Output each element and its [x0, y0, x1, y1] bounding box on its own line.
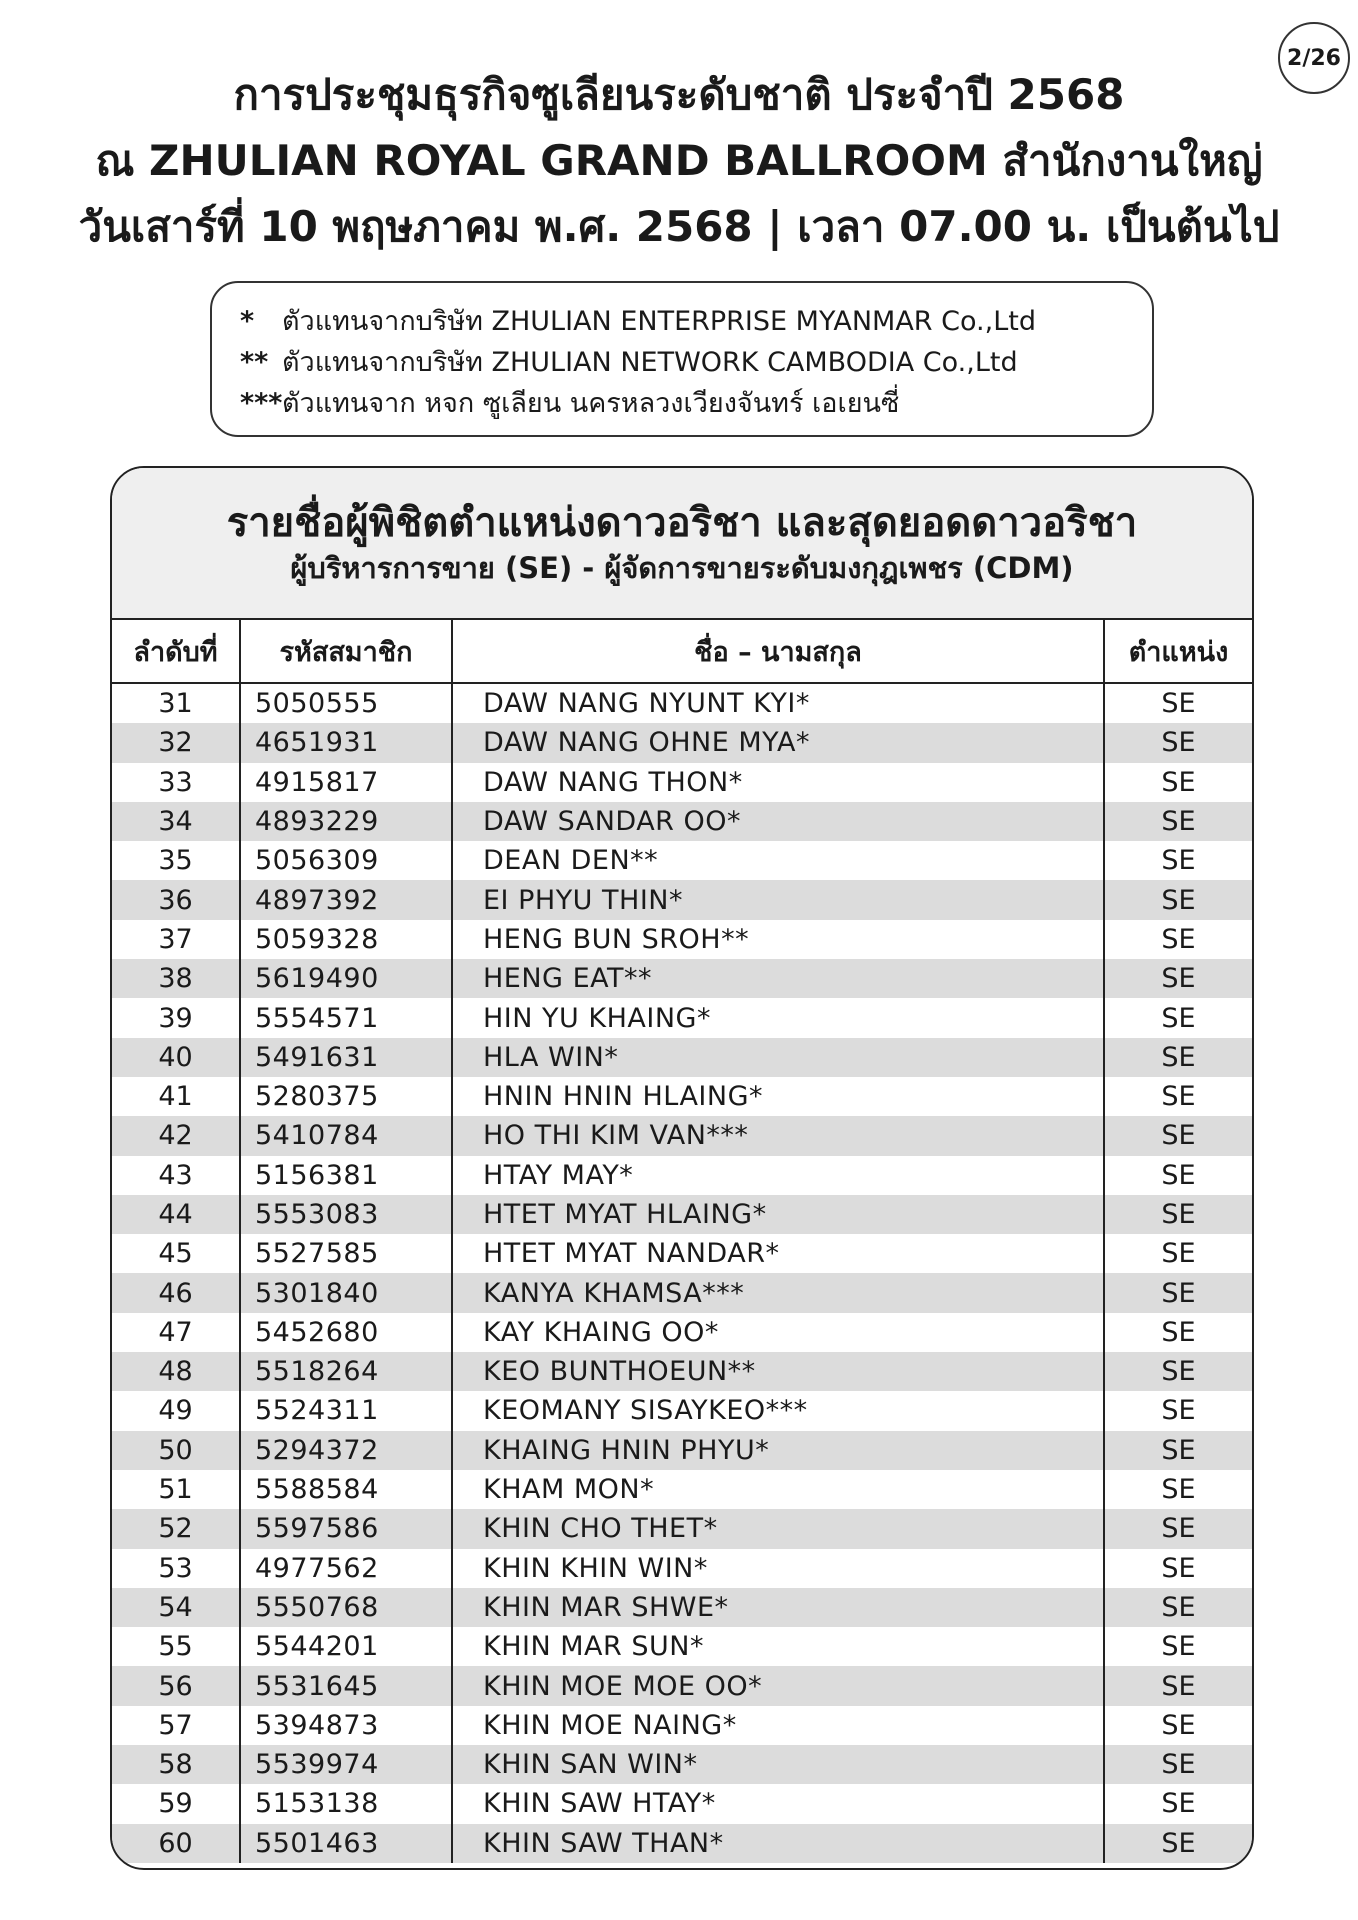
cell-member-id: 5531645 — [240, 1666, 452, 1705]
cell-rank: 44 — [112, 1195, 240, 1234]
table-row — [112, 1038, 1252, 1077]
cell-member-id: 5619490 — [240, 959, 452, 998]
cell-full-name: HNIN HNIN HLAING* — [452, 1077, 1104, 1116]
table-row — [112, 1666, 1252, 1705]
legend-item — [240, 301, 1152, 342]
table-row — [112, 1509, 1252, 1548]
cell-full-name: DAW NANG NYUNT KYI* — [452, 683, 1104, 723]
cell-full-name: KHIN CHO THET* — [452, 1509, 1104, 1548]
cell-position: SE — [1104, 1509, 1252, 1548]
cell-position: SE — [1104, 1195, 1252, 1234]
cell-full-name: KHIN KHIN WIN* — [452, 1549, 1104, 1588]
cell-rank: 34 — [112, 802, 240, 841]
cell-full-name: KHIN MOE MOE OO* — [452, 1666, 1104, 1705]
cell-position: SE — [1161, 1002, 1196, 1034]
cell-position: SE — [1161, 1238, 1196, 1270]
cell-rank: 41 — [112, 1077, 240, 1116]
cell-rank: 33 — [112, 763, 240, 802]
cell-position: SE — [1161, 1316, 1196, 1348]
cell-member-id: 5597586 — [240, 1509, 452, 1548]
cell-position: SE — [1161, 1788, 1196, 1820]
cell-position: SE — [1104, 802, 1252, 841]
cell-rank: 57 — [112, 1706, 240, 1745]
cell-rank: 36 — [112, 880, 240, 919]
legend-mark: * — [240, 306, 255, 337]
cell-member-id: 5294372 — [240, 1431, 452, 1470]
cell-full-name: DEAN DEN** — [452, 841, 1104, 880]
table-row — [112, 1156, 1252, 1195]
cell-position: SE — [1161, 1395, 1196, 1427]
cell-position: SE — [1104, 1116, 1252, 1155]
cell-member-id: 5527585 — [240, 1234, 452, 1273]
cell-full-name: HIN YU KHAING* — [452, 998, 1104, 1037]
cell-position: SE — [1104, 1352, 1252, 1391]
column-header-position: ตำแหน่ง — [1104, 620, 1252, 683]
table-row — [112, 1745, 1252, 1784]
header-venue: ณ ZHULIAN ROYAL GRAND BALLROOM สำนักงานใหญ่ — [95, 136, 1263, 185]
cell-full-name: KHAING HNIN PHYU* — [452, 1431, 1104, 1470]
table-row — [112, 1273, 1252, 1312]
table-row — [112, 1824, 1252, 1863]
cell-member-id: 5301840 — [240, 1273, 452, 1312]
table-row — [112, 723, 1252, 762]
legend-mark: ** — [240, 347, 269, 378]
cell-member-id: 4977562 — [240, 1549, 452, 1588]
cell-position: SE — [1161, 1709, 1196, 1741]
cell-rank: 38 — [112, 959, 240, 998]
cell-rank: 40 — [112, 1038, 240, 1077]
legend-mark: *** — [240, 388, 283, 419]
cell-rank: 46 — [112, 1273, 240, 1312]
card-title: รายชื่อผู้พิชิตตำแหน่งดาวอริชา และสุดยอดดาวอริชา — [226, 500, 1138, 546]
cell-rank: 35 — [112, 841, 240, 880]
cell-rank: 48 — [112, 1352, 240, 1391]
table-row — [112, 1470, 1252, 1509]
cell-full-name: KEO BUNTHOEUN** — [452, 1352, 1104, 1391]
cell-position: SE — [1104, 723, 1252, 762]
cell-rank: 58 — [112, 1745, 240, 1784]
cell-rank: 39 — [112, 998, 240, 1037]
cell-member-id: 5410784 — [240, 1116, 452, 1155]
page-number-badge: 2/26 — [1278, 22, 1350, 94]
header-date-time: วันเสาร์ที่ 10 พฤษภาคม พ.ศ. 2568 | เวลา 07.00 น. เป็นต้นไป — [78, 202, 1280, 251]
cell-position: SE — [1104, 880, 1252, 919]
cell-rank: 60 — [112, 1824, 240, 1863]
legend-text: ตัวแทนจากบริษัท ZHULIAN ENTERPRISE MYANMAR Co.,Ltd — [282, 306, 1036, 337]
table-row — [112, 1313, 1252, 1352]
cell-member-id: 5550768 — [240, 1588, 452, 1627]
cell-member-id: 4893229 — [240, 802, 452, 841]
cell-rank: 53 — [112, 1549, 240, 1588]
table-row — [112, 1391, 1252, 1430]
cell-position: SE — [1161, 1552, 1196, 1584]
cell-rank: 59 — [112, 1784, 240, 1823]
legend-item — [240, 342, 1152, 383]
table-row — [112, 1706, 1252, 1745]
cell-position: SE — [1161, 766, 1196, 798]
cell-rank: 31 — [112, 683, 240, 723]
table-row — [112, 1588, 1252, 1627]
cell-member-id: 4651931 — [240, 723, 452, 762]
cell-member-id: 5539974 — [240, 1745, 452, 1784]
cell-rank: 37 — [112, 920, 240, 959]
table-row — [112, 1431, 1252, 1470]
table-row — [112, 763, 1252, 802]
card-header — [112, 468, 1252, 620]
column-header-rank: ลำดับที่ — [112, 620, 240, 683]
table-row — [112, 1352, 1252, 1391]
cell-member-id: 5501463 — [240, 1824, 452, 1863]
cell-position: SE — [1161, 1159, 1196, 1191]
cell-member-id: 5050555 — [240, 683, 452, 723]
table-row — [112, 1116, 1252, 1155]
cell-rank: 32 — [112, 723, 240, 762]
cell-position: SE — [1104, 1824, 1252, 1863]
cell-position: SE — [1104, 1038, 1252, 1077]
cell-full-name: KEOMANY SISAYKEO*** — [452, 1391, 1104, 1430]
cell-rank: 55 — [112, 1627, 240, 1666]
cell-member-id: 5491631 — [240, 1038, 452, 1077]
cell-full-name: HTET MYAT HLAING* — [452, 1195, 1104, 1234]
table-row — [112, 1234, 1252, 1273]
cell-full-name: KHIN SAN WIN* — [452, 1745, 1104, 1784]
cell-position: SE — [1104, 1431, 1252, 1470]
cell-member-id: 5524311 — [240, 1391, 452, 1430]
table-row — [112, 1627, 1252, 1666]
table-body — [112, 683, 1252, 1863]
legend-text: ตัวแทนจาก หจก ซูเลียน นครหลวงเวียงจันทร์ เอเยนซี่ — [282, 388, 900, 419]
cell-member-id: 5056309 — [240, 841, 452, 880]
cell-member-id: 5280375 — [240, 1077, 452, 1116]
cell-full-name: DAW SANDAR OO* — [452, 802, 1104, 841]
cell-full-name: HTET MYAT NANDAR* — [452, 1234, 1104, 1273]
table-row — [112, 1549, 1252, 1588]
table-row — [112, 1077, 1252, 1116]
document-header — [0, 62, 1358, 260]
cell-full-name: DAW NANG THON* — [452, 763, 1104, 802]
cell-rank: 42 — [112, 1116, 240, 1155]
cell-position: SE — [1161, 1081, 1196, 1113]
cell-full-name: KHIN SAW THAN* — [452, 1824, 1104, 1863]
cell-position: SE — [1161, 923, 1196, 955]
table-row — [112, 998, 1252, 1037]
legend-box — [210, 281, 1154, 437]
cell-position: SE — [1104, 1745, 1252, 1784]
cell-rank: 43 — [112, 1156, 240, 1195]
cell-member-id: 5394873 — [240, 1706, 452, 1745]
column-header-member-id: รหัสสมาชิก — [240, 620, 452, 683]
cell-position: SE — [1104, 1273, 1252, 1312]
cell-rank: 47 — [112, 1313, 240, 1352]
cell-full-name: HENG EAT** — [452, 959, 1104, 998]
cell-position: SE — [1161, 1474, 1196, 1506]
cell-position: SE — [1104, 1588, 1252, 1627]
table-row — [112, 880, 1252, 919]
winners-table — [112, 620, 1252, 1863]
cell-full-name: KHIN MAR SHWE* — [452, 1588, 1104, 1627]
cell-full-name: KHIN SAW HTAY* — [452, 1784, 1104, 1823]
cell-rank: 49 — [112, 1391, 240, 1430]
cell-member-id: 5588584 — [240, 1470, 452, 1509]
cell-member-id: 5059328 — [240, 920, 452, 959]
cell-member-id: 5554571 — [240, 998, 452, 1037]
cell-full-name: KHAM MON* — [452, 1470, 1104, 1509]
table-row — [112, 1195, 1252, 1234]
cell-full-name: EI PHYU THIN* — [452, 880, 1104, 919]
cell-full-name: KANYA KHAMSA*** — [452, 1273, 1104, 1312]
cell-position: SE — [1104, 1666, 1252, 1705]
cell-full-name: HO THI KIM VAN*** — [452, 1116, 1104, 1155]
table-row — [112, 959, 1252, 998]
table-row — [112, 1784, 1252, 1823]
cell-full-name: KHIN MOE NAING* — [452, 1706, 1104, 1745]
cell-rank: 54 — [112, 1588, 240, 1627]
table-header-row — [112, 620, 1252, 683]
table-row — [112, 802, 1252, 841]
cell-full-name: HTAY MAY* — [452, 1156, 1104, 1195]
cell-member-id: 5544201 — [240, 1627, 452, 1666]
cell-member-id: 5153138 — [240, 1784, 452, 1823]
table-row — [112, 841, 1252, 880]
cell-full-name: DAW NANG OHNE MYA* — [452, 723, 1104, 762]
cell-full-name: KAY KHAING OO* — [452, 1313, 1104, 1352]
cell-rank: 52 — [112, 1509, 240, 1548]
cell-rank: 45 — [112, 1234, 240, 1273]
table-row — [112, 683, 1252, 723]
legend-text: ตัวแทนจากบริษัท ZHULIAN NETWORK CAMBODIA Co.,Ltd — [282, 347, 1018, 378]
cell-member-id: 5518264 — [240, 1352, 452, 1391]
cell-position: SE — [1161, 1631, 1196, 1663]
cell-position: SE — [1161, 688, 1196, 720]
cell-member-id: 5553083 — [240, 1195, 452, 1234]
cell-position: SE — [1161, 845, 1196, 877]
cell-member-id: 4915817 — [240, 763, 452, 802]
cell-member-id: 5452680 — [240, 1313, 452, 1352]
column-header-full-name: ชื่อ – นามสกุล — [452, 620, 1104, 683]
winners-list-card — [110, 466, 1254, 1870]
card-subtitle: ผู้บริหารการขาย (SE) - ผู้จัดการขายระดับมงกุฎเพชร (CDM) — [290, 551, 1074, 585]
table-row — [112, 920, 1252, 959]
cell-rank: 51 — [112, 1470, 240, 1509]
cell-full-name: HLA WIN* — [452, 1038, 1104, 1077]
cell-rank: 56 — [112, 1666, 240, 1705]
header-event-title: การประชุมธุรกิจซูเลียนระดับชาติ ประจำปี 2568 — [233, 70, 1125, 119]
cell-rank: 50 — [112, 1431, 240, 1470]
cell-full-name: KHIN MAR SUN* — [452, 1627, 1104, 1666]
cell-full-name: HENG BUN SROH** — [452, 920, 1104, 959]
cell-position: SE — [1104, 959, 1252, 998]
cell-member-id: 5156381 — [240, 1156, 452, 1195]
legend-item — [240, 383, 1152, 424]
cell-member-id: 4897392 — [240, 880, 452, 919]
